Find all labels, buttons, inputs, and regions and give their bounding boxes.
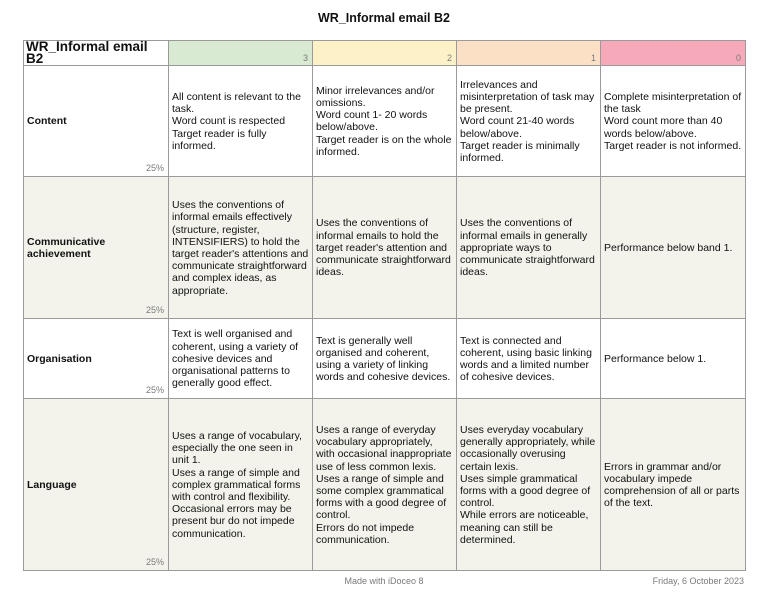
- band-header-2: [313, 41, 457, 66]
- criterion-row-communicative-achievement: [24, 177, 746, 319]
- criterion-weight: 25%: [145, 163, 164, 174]
- descriptor-cell[interactable]: Performance below 1.: [601, 319, 746, 399]
- criterion-name: [24, 319, 169, 399]
- descriptor-cell[interactable]: Text is connected and coherent, using basic linking words and a limited number of cohesive devices.: [457, 319, 601, 399]
- criterion-name: [24, 177, 169, 319]
- rubric-name: WR_Informal email B2: [24, 41, 169, 66]
- band-header-1: [457, 41, 601, 66]
- descriptor-cell[interactable]: Uses a range of everyday vocabulary appropriately, with occasional inappropriate use of less common lexis. Uses a range of simple and some complex grammatical forms with a good degree of control. Errors do not impede communication.: [313, 399, 457, 571]
- criterion-label: Language: [27, 478, 77, 491]
- criterion-row-language: [24, 399, 746, 571]
- criterion-row-content: [24, 66, 746, 177]
- descriptor-cell[interactable]: Irrelevances and misinterpretation of task may be present. Word count 21-40 words below/above. Target reader is minimally informed.: [457, 66, 601, 177]
- criterion-weight: 25%: [145, 385, 164, 396]
- criterion-label: Communicative achievement: [27, 235, 106, 260]
- descriptor-cell[interactable]: Text is generally well organised and coherent, using a variety of linking words and cohesive devices.: [313, 319, 457, 399]
- criterion-name: [24, 66, 169, 177]
- page-title: WR_Informal email B2: [318, 11, 450, 25]
- criterion-name: [24, 399, 169, 571]
- band-header-3: [169, 41, 313, 66]
- descriptor-cell[interactable]: All content is relevant to the task. Word count is respected Target reader is fully informed.: [169, 66, 313, 177]
- criterion-row-organisation: [24, 319, 746, 399]
- descriptor-cell[interactable]: Uses a range of vocabulary, especially the one seen in unit 1. Uses a range of simple and complex grammatical forms with control and flexibility. Occasional errors may be present bur do not impede communication.: [169, 399, 313, 571]
- band-score: 3: [302, 53, 308, 64]
- criterion-label: Organisation: [27, 352, 92, 365]
- descriptor-cell[interactable]: Minor irrelevances and/or omissions. Word count 1- 20 words below/above. Target reader is on the whole informed.: [313, 66, 457, 177]
- band-header-0: [601, 41, 746, 66]
- band-score: 2: [446, 53, 452, 64]
- criterion-label: Content: [27, 115, 67, 128]
- descriptor-cell[interactable]: Text is well organised and coherent, using a variety of cohesive devices and organisational patterns to generally good effect.: [169, 319, 313, 399]
- descriptor-cell[interactable]: Complete misinterpretation of the task Word count more than 40 words below/above. Target reader is not informed.: [601, 66, 746, 177]
- descriptor-cell[interactable]: Errors in grammar and/or vocabulary impede comprehension of all or parts of the text.: [601, 399, 746, 571]
- band-score: 0: [735, 53, 741, 64]
- descriptor-cell[interactable]: Performance below band 1.: [601, 177, 746, 319]
- rubric-table: [23, 40, 746, 571]
- made-with-footer: Made with iDoceo 8: [344, 576, 424, 586]
- rubric-header-row: [24, 41, 746, 66]
- descriptor-cell[interactable]: Uses everyday vocabulary generally appropriately, while occasionally overusing certain lexis. Uses simple grammatical forms with a good degree of control. While errors are noticeable, meaning can still be determined.: [457, 399, 601, 571]
- descriptor-cell[interactable]: Uses the conventions of informal emails in generally appropriate ways to communicate straightforward ideas.: [457, 177, 601, 319]
- criterion-weight: 25%: [145, 305, 164, 316]
- descriptor-cell[interactable]: Uses the conventions of informal emails to hold the target reader's attention and communicate straightforward ideas.: [313, 177, 457, 319]
- criterion-weight: 25%: [145, 557, 164, 568]
- descriptor-cell[interactable]: Uses the conventions of informal emails effectively (structure, register, INTENSIFIERS) to hold the target reader's attentions and communicate straightforward and complex ideas, as appropriate.: [169, 177, 313, 319]
- band-score: 1: [590, 53, 596, 64]
- date-footer: Friday, 6 October 2023: [652, 576, 744, 586]
